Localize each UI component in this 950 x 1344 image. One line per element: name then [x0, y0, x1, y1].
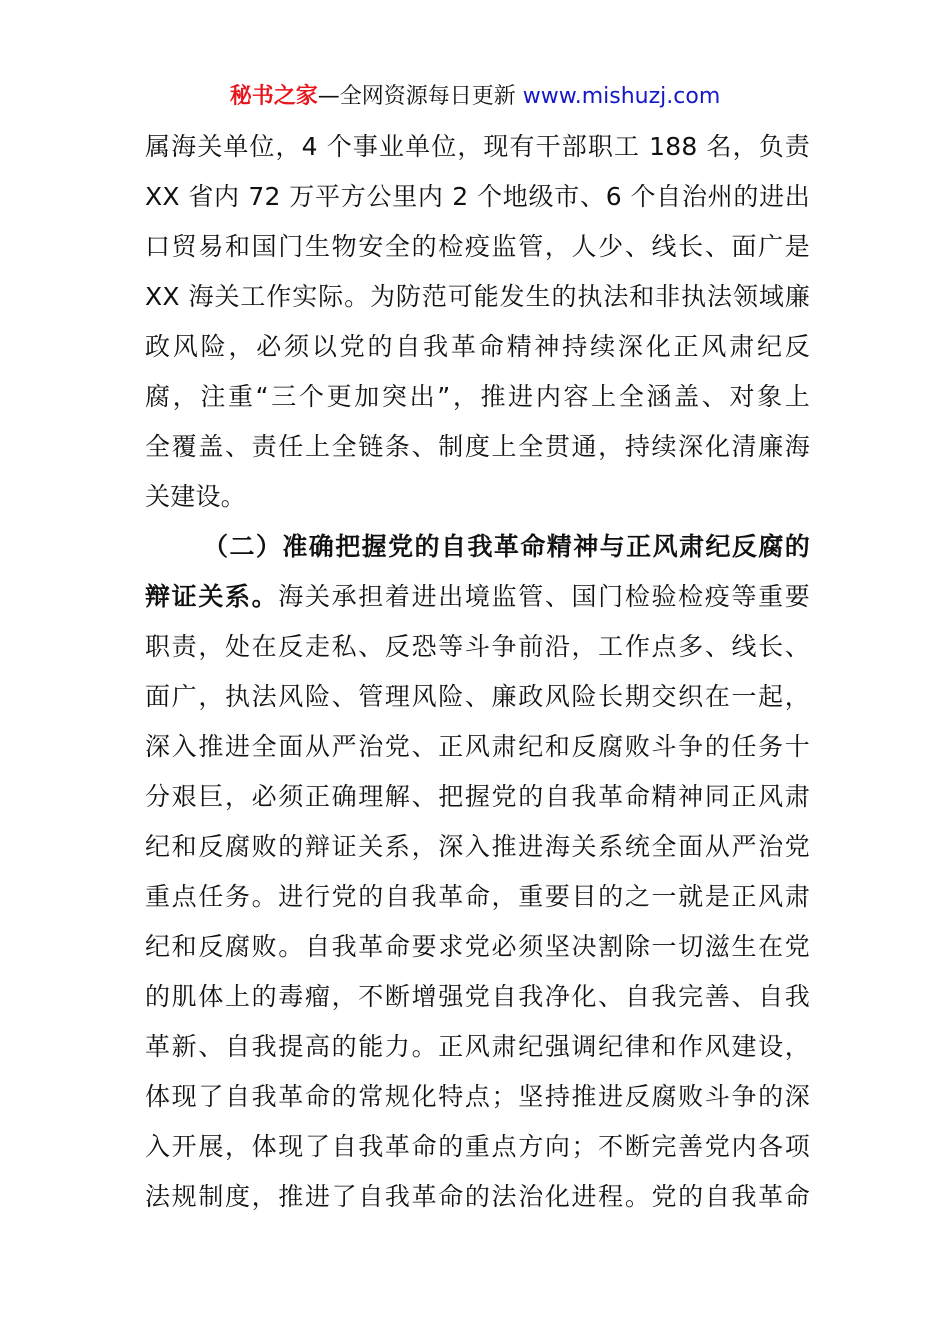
- text-line: XX 省内 72 万平方公里内 2 个地级市、6 个自治州的进出: [145, 182, 810, 211]
- text-line: 属海关单位，4 个事业单位，现有干部职工 188 名，负责: [145, 132, 810, 161]
- site-tagline: —全网资源每日更新: [317, 84, 523, 109]
- site-header: [0, 80, 950, 114]
- text-line: 入开展，体现了自我革命的重点方向；不断完善党内各项: [145, 1132, 810, 1161]
- text-line: 革新、自我提高的能力。正风肃纪强调纪律和作风建设，: [145, 1032, 810, 1061]
- text-line: 职责，处在反走私、反恐等斗争前沿，工作点多、线长、: [145, 632, 810, 661]
- text-line: 全覆盖、责任上全链条、制度上全贯通，持续深化清廉海: [145, 432, 810, 461]
- text-line: 纪和反腐败。自我革命要求党必须坚决割除一切滋生在党: [145, 932, 810, 961]
- text-line: 法规制度，推进了自我革命的法治化进程。党的自我革命: [145, 1182, 810, 1211]
- text-line: 政风险，必须以党的自我革命精神持续深化正风肃纪反: [145, 332, 810, 361]
- text-line-rest: 海关承担着进出境监管、国门检验检疫等重要: [278, 582, 810, 611]
- text-line: [145, 572, 810, 622]
- text-line: 腐，注重“三个更加突出”，推进内容上全涵盖、对象上: [145, 382, 810, 411]
- text-line: XX 海关工作实际。为防范可能发生的执法和非执法领域廉: [145, 282, 810, 311]
- text-line: 面广，执法风险、管理风险、廉政风险长期交织在一起，: [145, 682, 810, 711]
- text-line: 的肌体上的毒瘤，不断增强党自我净化、自我完善、自我: [145, 982, 810, 1011]
- text-line: 口贸易和国门生物安全的检疫监管，人少、线长、面广是: [145, 232, 810, 261]
- text-line: 纪和反腐败的辩证关系，深入推进海关系统全面从严治党: [145, 832, 810, 861]
- text-line: 深入推进全面从严治党、正风肃纪和反腐败斗争的任务十: [145, 732, 810, 761]
- site-url-link[interactable]: www.mishuzj.com: [522, 84, 721, 109]
- text-line: 关建设。: [145, 482, 246, 511]
- text-line: 体现了自我革命的常规化特点；坚持推进反腐败斗争的深: [145, 1082, 810, 1111]
- section-heading-tail: 辩证关系。: [145, 582, 279, 611]
- document-body: [145, 122, 810, 1222]
- text-line: 重点任务。进行党的自我革命，重要目的之一就是正风肃: [145, 882, 810, 911]
- text-line: 分艰巨，必须正确理解、把握党的自我革命精神同正风肃: [145, 782, 810, 811]
- section-heading: （二）准确把握党的自我革命精神与正风肃纪反腐的: [203, 532, 810, 561]
- site-brand: 秘书之家: [229, 84, 318, 109]
